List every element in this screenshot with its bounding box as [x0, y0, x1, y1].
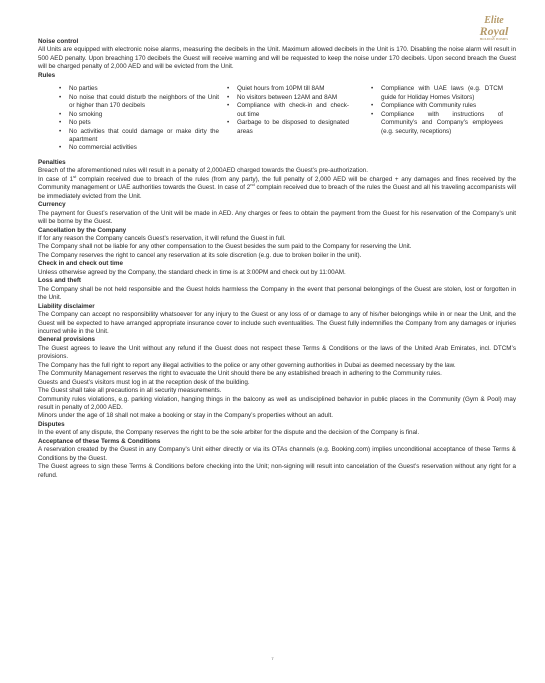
check-in-out-text: Unless otherwise agreed by the Company, the standard check in time is at 3:00PM and check out by 11:00AM. — [38, 268, 346, 276]
logo-line-1: Elite — [484, 15, 504, 26]
rule-item: • No pets — [57, 119, 219, 127]
rule-item: • Garbage to be disposed to designated areas — [225, 119, 349, 136]
heading-penalties: Penalties — [38, 158, 66, 166]
penalties-text-2: In case of 1st complain received due to breach of the rules (from any party), the full penalty of 2,000 AED will be charged + any damages and fines received by the Community management or UAE authorities towards the Guest. In case of 2nd complain received due to breach of the rules the Guest and all his traveling accompanists will be immediately evicted from the Unit. — [38, 173, 516, 200]
logo-line-2: Royal — [479, 24, 509, 38]
general-text-3: The Community Management reserves the right to evacuate the Unit should there be any established breach in adhering to the Community rules. — [38, 370, 442, 378]
rule-item: • Compliance with check-in and check-out time — [225, 102, 349, 119]
heading-disputes: Disputes — [38, 420, 65, 428]
heading-liability: Liability disclaimer — [38, 302, 95, 310]
cancellation-text-2: The Company shall not be liable for any other compensation to the Guest besides the sum paid to the Company for reserving the Unit. — [38, 243, 412, 251]
rules-column-3 — [369, 85, 503, 153]
page-number: 7 — [271, 656, 274, 661]
rule-item: • Compliance with UAE laws (e.g. DTCM guide for Holiday Homes Visitors) — [369, 85, 503, 102]
terms-body — [38, 38, 516, 480]
rule-item: • Compliance with Community rules — [369, 102, 503, 110]
acceptance-text-1: A reservation created by the Guest in any Company’s Unit either directly or via its OTAs channels (e.g. Booking.com) implies unconditional acceptance of these Terms & Conditions by the Guest. — [38, 446, 516, 462]
rules-list — [38, 85, 516, 153]
general-text-6: Community rules violations, e.g. parking violation, hanging things in the balcony as well as undisciplined behavior in public places in the Community (Gym & Pool) may result in penalty of 2,000 AED. — [38, 395, 516, 412]
heading-currency: Currency — [38, 201, 66, 209]
liability-text: The Company can accept no responsibility whatsoever for any injury to the Guest or any loss of or damage to any of his/her belongings while in or near the Unit, and the Guest will be expected to have arranged appropriate insurance cover to include such eventualities. The Guest fully indemnifies the Company from any damages or injuries incurred while in the Unit. — [38, 311, 516, 335]
currency-text: The payment for Guest’s reservation of the Unit will be made in AED. Any charges or fees to obtain the payment from the Guest for his reservation of the Company’s unit will be borne by the Guest. — [38, 209, 516, 226]
heading-general-provisions: General provisions — [38, 336, 96, 344]
disputes-text: In the event of any dispute, the Company reserves the right to be the sole arbiter for the dispute and the decision of the Company is final. — [38, 429, 420, 437]
rule-item: • Compliance with instructions of Community’s and Company’s employees (e.g. security, receptions) — [369, 111, 503, 136]
rule-item: • Quiet hours from 10PM till 8AM — [225, 85, 349, 93]
rule-item: • No commercial activities — [57, 144, 219, 152]
acceptance-text-2: The Guest agrees to sign these Terms & Conditions before checking into the Unit; non-signing will result into cancelation of the Guest’s reservation without any right for a refund. — [38, 463, 516, 479]
logo-tagline: HOLIDAY HOMES — [479, 37, 509, 41]
rule-item: • No noise that could disturb the neighbors of the Unit or higher than 170 decibels — [57, 94, 219, 111]
loss-theft-text: The Company shall be not held responsible and the Guest holds harmless the Company in the event that personal belongings of the Guest are stolen, lost or forgotten in the Unit. — [38, 285, 516, 302]
cancellation-text-1: If for any reason the Company cancels Guest’s reservation, it will refund the Guest in full. — [38, 234, 286, 242]
heading-loss-theft: Loss and theft — [38, 277, 82, 285]
heading-rules: Rules — [38, 71, 56, 79]
brand-logo — [472, 16, 516, 41]
noise-control-text: All Units are equipped with electronic noise alarms, measuring the decibels in the Unit. Maximum allowed decibels in the Unit is 170. Disabling the noise alarm will result in 500 AED penalty. Upon breaching 170 decibels the Guest will receive warning and will be requested to keep the noise under 170 decibels. Upon second breach the Guest will be charged penalty of 2,000 AED and will be evicted from the Unit. — [38, 46, 516, 71]
general-text-4: Guests and Guest’s visitors must log in at the reception desk of the building. — [38, 378, 250, 386]
general-text-5: The Guest shall take all precautions in all security measurements. — [38, 387, 222, 395]
general-text-7: Minors under the age of 18 shall not make a booking or stay in the Company’s properties without an adult. — [38, 412, 333, 420]
rule-item: • No activities that could damage or make dirty the apartment — [57, 128, 219, 145]
heading-cancellation: Cancellation by the Company — [38, 226, 127, 234]
rules-column-2 — [225, 85, 349, 153]
penalties-text-1: Breach of the aforementioned rules will result in a penalty of 2,000AED charged towards the Guest’s pre-authorization. — [38, 167, 368, 175]
rules-column-1 — [57, 85, 219, 153]
heading-check-in-out: Check in and check out time — [38, 260, 124, 268]
general-text-2: The Company has the full right to report any illegal activities to the police or any other governing authorities in Dubai as deemed necessary by the law. — [38, 361, 456, 369]
general-text-1: The Guest agrees to leave the Unit without any refund if the Guest does not respect these Terms & Conditions or the laws of the United Arab Emirates, incl. DTCM’s provisions. — [38, 344, 516, 361]
rule-item: • No parties — [57, 85, 219, 93]
heading-noise-control: Noise control — [38, 38, 79, 45]
rule-item: • No visitors between 12AM and 8AM — [225, 94, 349, 102]
cancellation-text-3: The Company reserves the right to cancel any reservation at its sole discretion (e.g. due to broken boiler in the unit). — [38, 251, 362, 259]
heading-acceptance: Acceptance of these Terms & Conditions — [38, 437, 161, 445]
rule-item: • No smoking — [57, 111, 219, 119]
